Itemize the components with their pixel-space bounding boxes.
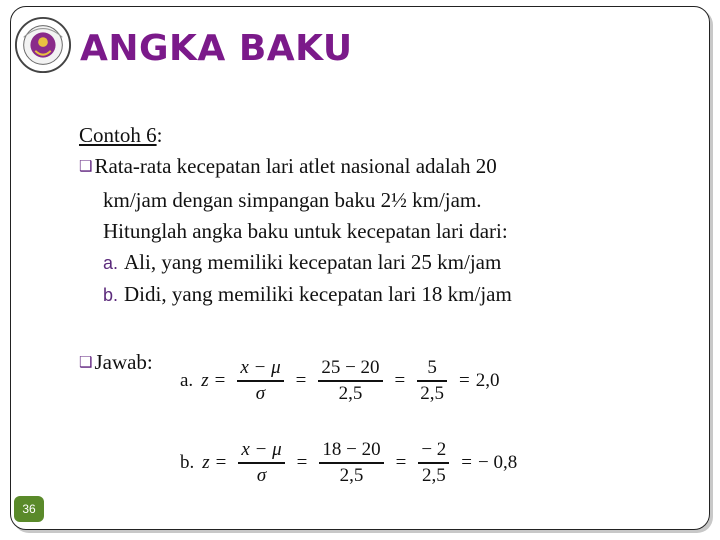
fraction xyxy=(238,438,284,488)
fraction xyxy=(418,438,449,488)
list-letter-b: b. xyxy=(103,285,119,305)
equals-sign: = xyxy=(395,451,407,473)
equals-sign: = xyxy=(214,369,226,391)
fraction-numerator: x − μ xyxy=(241,439,282,460)
answer-heading xyxy=(79,350,153,375)
problem-line-1 xyxy=(79,151,512,185)
fraction-denominator: 2,5 xyxy=(339,464,364,486)
problem-line-2: km/jam dengan simpangan baku 2½ km/jam. xyxy=(103,188,482,212)
example-heading xyxy=(79,120,512,151)
problem-text-1: Rata-rata kecepatan lari atlet nasional adalah 20 xyxy=(94,154,497,178)
equals-sign: = xyxy=(461,451,473,473)
answer-label: Jawab: xyxy=(94,350,153,374)
equals-sign: = xyxy=(459,369,470,391)
equation-a xyxy=(180,356,499,406)
fraction-denominator: σ xyxy=(256,464,267,486)
equation-a-result: 2,0 xyxy=(475,369,500,391)
fraction-denominator: 2,5 xyxy=(420,382,445,404)
equals-sign: = xyxy=(215,451,227,473)
fraction-numerator: 25 − 20 xyxy=(321,357,380,378)
slide-body xyxy=(79,120,512,311)
example-colon: : xyxy=(156,123,163,147)
fraction-denominator: 2,5 xyxy=(421,464,446,486)
equation-b-label: b. xyxy=(180,451,195,473)
list-text-b: Didi, yang memiliki kecepatan lari 18 km/jam xyxy=(124,282,512,306)
fraction xyxy=(237,356,283,406)
equals-sign: = xyxy=(394,369,406,391)
list-letter-a: a. xyxy=(103,253,119,273)
list-item-a xyxy=(79,247,512,279)
example-label: Contoh 6 xyxy=(79,123,157,147)
fraction xyxy=(319,438,383,488)
fraction-numerator: x − μ xyxy=(240,357,281,378)
slide-title: ANGKA BAKU xyxy=(80,28,353,69)
fraction xyxy=(417,356,447,406)
equals-sign: = xyxy=(295,369,307,391)
fraction-numerator: 5 xyxy=(427,357,437,378)
list-text-a: Ali, yang memiliki kecepatan lari 25 km/jam xyxy=(124,250,502,274)
fraction xyxy=(318,356,382,406)
equation-a-z: z xyxy=(201,369,209,391)
equation-a-label: a. xyxy=(180,369,194,391)
page-number-badge: 36 xyxy=(14,496,44,522)
list-item-b xyxy=(79,279,512,311)
fraction-numerator: 18 − 20 xyxy=(322,439,381,460)
equation-b-result: − 0,8 xyxy=(478,451,518,473)
equals-sign: = xyxy=(296,451,308,473)
fraction-denominator: 2,5 xyxy=(338,382,363,404)
equation-b-z: z xyxy=(202,451,210,473)
equation-b xyxy=(180,438,517,488)
problem-line-3: Hitunglah angka baku untuk kecepatan lari dari: xyxy=(103,219,508,243)
university-seal-icon xyxy=(14,16,72,74)
bullet-icon: ❑ xyxy=(79,355,93,371)
fraction-numerator: − 2 xyxy=(421,439,447,460)
fraction-denominator: σ xyxy=(255,382,266,404)
bullet-icon: ❑ xyxy=(79,159,93,175)
